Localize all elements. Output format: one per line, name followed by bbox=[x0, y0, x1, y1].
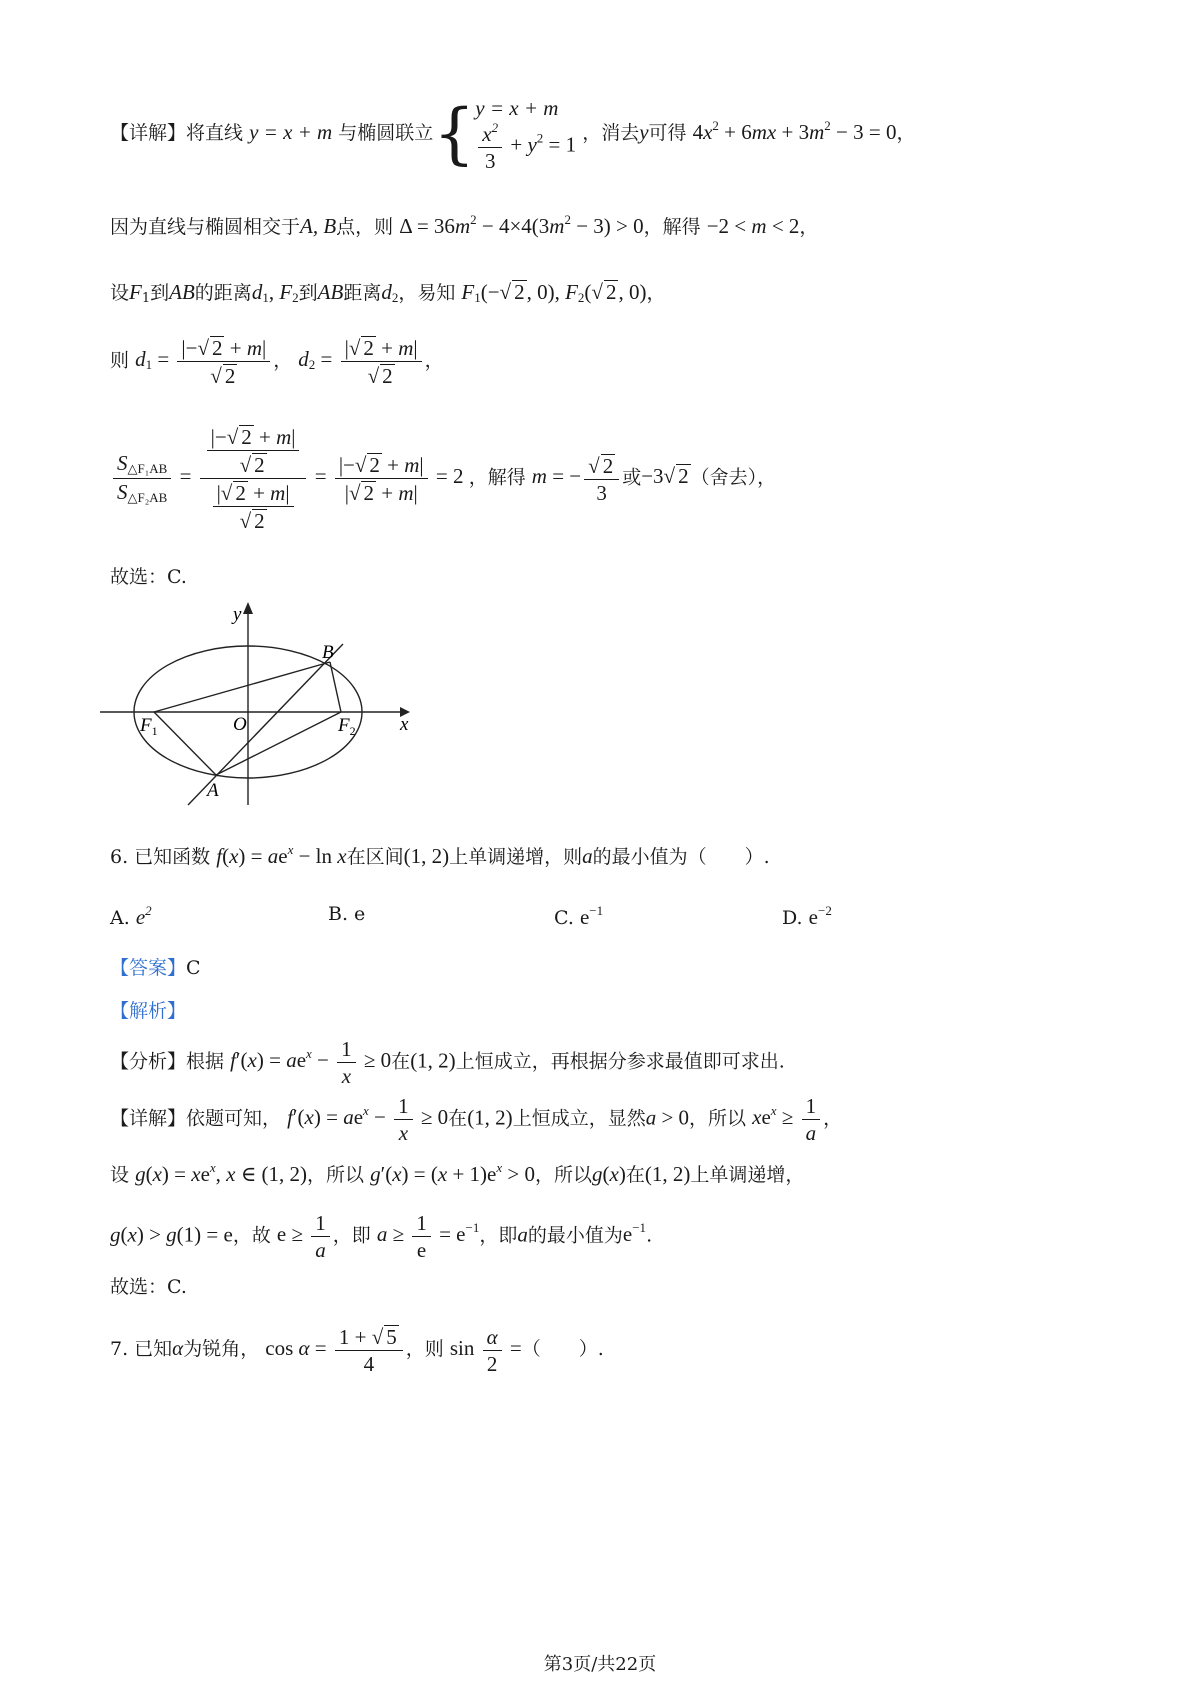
y-axis-arrow-icon bbox=[243, 602, 253, 614]
label-A: A bbox=[207, 780, 219, 801]
segment-F1A bbox=[154, 712, 216, 775]
answer-value: C bbox=[186, 957, 201, 979]
q5-detail-line1: 【详解】将直线 y = x + m 与椭圆联立{ y = x + m $\frac{x^2}{3}$ + $y^2 = 1$ ，消去y可得 $4x^2 + 6mx + 3m^2 - 3 = 0$， bbox=[110, 95, 916, 174]
label-O: O bbox=[233, 714, 247, 735]
q5-detail-line5: $\frac{S_{\triangle F_1AB}}{S_{\triangle F_2AB}}$ = $\frac{\frac{|-√ 2 + m|}{√ 2}}{\frac{|√ 2 + m|}{√ 2}}$ = $\frac{|-√ 2 + m|}{|√ 2 + m|}$ = 2 ，解得 m = − $\frac{√ 2}{3}$ 或−3√ 2 （舍去）， bbox=[110, 425, 776, 532]
discriminant-formula: $\Delta = 36m^2 - 4\times 4(3m^2 - 3) > 0$ bbox=[399, 212, 644, 238]
q5-detail-line3: 设$F_1$到AB的距离$d_1$, $F_2$到AB距离$d_2$，易知 $F_1(-√$ 2, 0), $F_2(√$ 2, 0)， bbox=[110, 280, 666, 306]
option-a[interactable]: A. $e^2$ bbox=[110, 903, 152, 929]
label-F2: $F_2$ bbox=[338, 715, 356, 738]
m-solution: m = − $\frac{√ 2}{3}$ bbox=[532, 464, 622, 488]
function-definition: $f(x) = ae^x - \ln x$ bbox=[216, 842, 347, 868]
foci-coordinates: $F_1(-√$ 2, 0), $F_2(√$ 2, 0) bbox=[461, 280, 647, 305]
label-F1: $F_1$ bbox=[140, 715, 158, 738]
q6-detail-line2: 设 $g(x) = xe^x$, x ∈ (1, 2)，所以 $g'(x) = (x + 1)e^x > 0$，所以g(x)在(1, 2)上单调递增， bbox=[110, 1160, 805, 1186]
ellipse-diagram bbox=[100, 600, 430, 815]
sin-half-alpha: sin $\frac{\alpha}{2}$ = bbox=[449, 1324, 522, 1376]
option-c[interactable]: C. $e^{-1}$ bbox=[554, 903, 604, 929]
page-footer: 第3页/共22页 bbox=[543, 1654, 657, 1675]
label-x: x bbox=[400, 714, 409, 735]
q6-conclusion: 故选：C. bbox=[110, 1276, 187, 1298]
area-ratio-formula: $\frac{S_{\triangle F_1AB}}{S_{\triangle F_2AB}}$ = $\frac{\frac{|-√ 2 + m|}{√ 2}}{\frac{|√ 2 + m|}{√ 2}}$ = $\frac{|-√ 2 + m|}{|√ 2 + m|}$ = 2 bbox=[110, 464, 469, 488]
option-b[interactable]: B. e bbox=[328, 903, 366, 925]
answer-label: 【答案】 bbox=[110, 957, 187, 979]
system-brace: { bbox=[433, 95, 476, 173]
label-y: y bbox=[233, 604, 242, 625]
q6-detail-line3: g(x) > g(1) = e，故 e ≥ $\frac{1}{a}$ ，即 a ≥ $\frac{1}{e}$ = $e^{-1}$，即a的最小值为$e^{-1}$. bbox=[110, 1211, 653, 1263]
quadratic-equation: $4x^2 + 6mx + 3m^2 - 3 = 0$ bbox=[692, 118, 897, 145]
option-d[interactable]: D. $e^{-2}$ bbox=[782, 903, 832, 929]
line-equation: y = x + m bbox=[249, 120, 333, 145]
cos-alpha-formula: cos α = $\frac{1 + √ 5}{4}$ bbox=[265, 1336, 406, 1360]
q5-detail-line2: 因为直线与椭圆相交于A, B点，则 $\Delta = 36m^2 - 4\times 4(3m^2 - 3) > 0$，解得 −2 < m < 2， bbox=[110, 212, 819, 238]
q5-detail-line4: 则 $d_1$ = $\frac{|-√ 2 + m|}{√ 2}$ ， $d_2$ = $\frac{|√ 2 + m|}{√ 2}$ ， bbox=[110, 336, 444, 389]
q5-conclusion: 故选：C. bbox=[110, 566, 187, 588]
analysis-label: 【解析】 bbox=[110, 1000, 187, 1022]
q6-stem: 6. 已知函数 $f(x) = ae^x - \ln x$在区间(1, 2)上单调递增，则a的最小值为（ ）. bbox=[110, 842, 770, 868]
detail-label: 【详解】 bbox=[110, 122, 187, 145]
label-B: B bbox=[322, 642, 334, 663]
equation-system: y = x + m $\frac{x^2}{3}$ + $y^2 = 1$ bbox=[475, 96, 577, 174]
q6-answer bbox=[110, 953, 201, 980]
d1-formula: $d_1$ = $\frac{|-√ 2 + m|}{√ 2}$ bbox=[135, 347, 273, 371]
interval: (1, 2) bbox=[403, 844, 450, 868]
q7-stem: 7. 已知α为锐角， cos α = $\frac{1 + √ 5}{4}$ ，则 sin $\frac{\alpha}{2}$ =（ ）. bbox=[110, 1324, 604, 1377]
q6-detail-line1: 【详解】依题可知， $f'(x) = ae^x$ − $\frac{1}{x}$ ≥ 0在(1, 2)上恒成立，显然a > 0，所以 $xe^x$ ≥ $\frac{1}{a}$ ， bbox=[110, 1094, 843, 1146]
q6-fenxi: 【分析】根据 $f'(x) = ae^x$ − $\frac{1}{x}$ ≥ 0在(1, 2)上恒成立，再根据分参求最值即可求出. bbox=[110, 1037, 785, 1089]
d2-formula: $d_2$ = $\frac{|√ 2 + m|}{√ 2}$ bbox=[298, 347, 424, 371]
m-range: −2 < m < 2 bbox=[706, 214, 800, 238]
segment-F1B bbox=[154, 662, 330, 712]
derivative-inequality: $f'(x) = ae^x$ − $\frac{1}{x}$ ≥ 0 bbox=[230, 1037, 392, 1089]
